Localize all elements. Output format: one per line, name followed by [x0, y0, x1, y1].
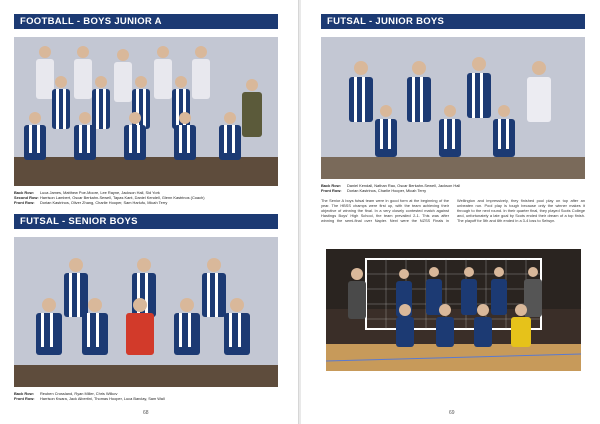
caption-row: [321, 188, 591, 193]
futsal-junior-title: FUTSAL - JUNIOR BOYS: [321, 14, 585, 29]
futsal-senior-team-photo: [14, 237, 278, 387]
futsal-junior-caption: [321, 183, 591, 193]
futsal-action-team-photo: [326, 249, 581, 371]
caption-label: Second Row:: [14, 195, 39, 200]
caption-names: Reuben Crossland, Ryan Miller, Chris Wilkov: [40, 391, 118, 396]
caption-label: Back Row:: [14, 190, 34, 195]
futsal-report-text: The Senior A boys futsal team were in good form at the beginning of the year. The HBSS champs were first up, with the team achieving their objective of winning the final. In a very closely contested match against Hastings Boys' High School, the team prevailed 2-1. This was after winning the semi-final over Napier. Next were the NZSS Finals in Wellington and impressively, they finished pool play on top after an unbeaten run. Pool play is tough because only the winner makes it through to the next round. In their quarter final, they played Scots College and, unfortunately a late goal by Scots ended their dream of a top finish. The playoff for 5th and 6th ended in a 3-4 loss to Selwyn.: [321, 198, 585, 224]
page-number: 68: [143, 410, 149, 416]
football-junior-caption: [14, 190, 284, 205]
left-page: [0, 0, 299, 424]
caption-names: Dorian Kastrinos, Charlie Hooper, Micah Terry: [347, 188, 427, 193]
page-number: 69: [449, 410, 455, 416]
caption-label: Front Row:: [321, 188, 342, 193]
team-photo-image: [14, 237, 278, 387]
team-photo-image: [326, 249, 581, 371]
futsal-senior-title: FUTSAL - SENIOR BOYS: [14, 214, 278, 229]
caption-names: Dorian Kastrinos, Oliver Zhang, Charlie Hooper, Sam Harlufu, Micah Terry: [40, 200, 168, 205]
football-junior-team-photo: [14, 37, 278, 186]
team-photo-image: [14, 37, 278, 186]
right-page: [301, 0, 600, 424]
caption-row: [14, 200, 284, 205]
caption-label: Front Row:: [14, 200, 35, 205]
futsal-junior-team-photo: [321, 37, 585, 179]
caption-label: Back Row:: [321, 183, 341, 188]
caption-row: [14, 396, 284, 401]
caption-names: Daniel Kendall, Nathan Rao, Oscar Berkahn-Sewell, Jackson Hall: [347, 183, 461, 188]
caption-label: Front Row:: [14, 396, 35, 401]
caption-names: Harrison Lambert, Oscar Berkahn-Sewell, Tapas Kant, Daniel Kendell, Glenn Kastrinos (Coach): [40, 195, 205, 200]
caption-names: Harrison Kwara, Jack Albertini, Thomas Hooper, Luca Barclay, Sam Wall: [40, 396, 165, 401]
futsal-senior-caption: [14, 391, 284, 401]
caption-label: Back Row:: [14, 391, 34, 396]
team-photo-image: [321, 37, 585, 179]
caption-names: Luca James, Matthew Poe-Moore, Lee Rayne, Jackson Hall, Sid York: [40, 190, 160, 195]
football-junior-title: FOOTBALL - BOYS JUNIOR A: [14, 14, 278, 29]
